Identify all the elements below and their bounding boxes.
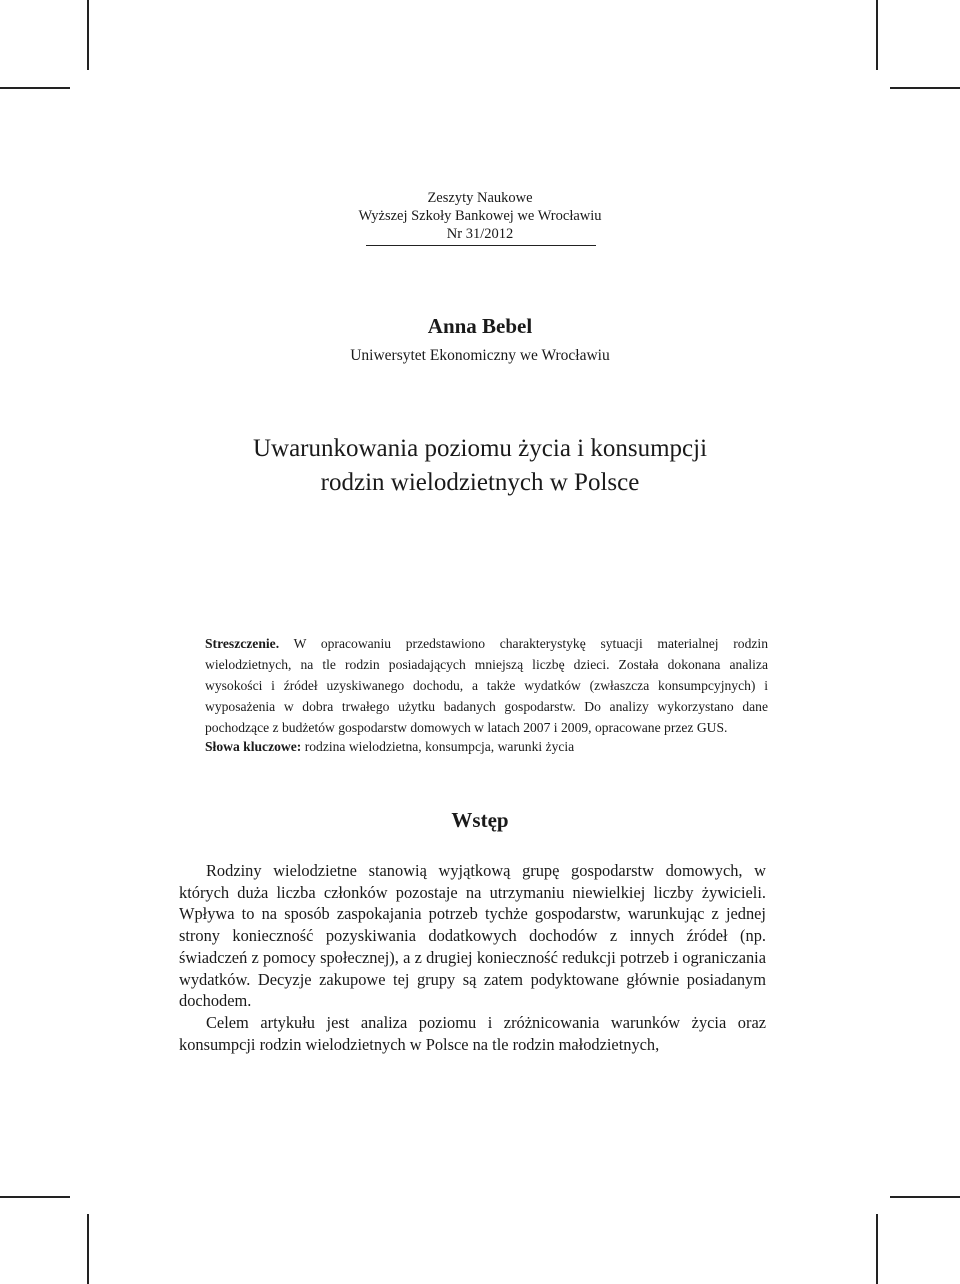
abstract-label: Streszczenie. [205,636,280,651]
journal-name: Zeszyty Naukowe [427,190,533,206]
body-paragraph-1: Rodziny wielodzietne stanowią wyjątkową grupę gospodarstw domowych, w których duża liczba członków pozostaje na utrzymaniu niewielkiej liczby żywicieli. Wpływa to na sposób zaspokajania potrzeb tychże gospodarstw, warunkując z jednej strony konieczność pozyskiwania dodatkowych dochodów z innych źródeł (np. świadczeń z pomocy społecznej), a z drugiej konieczność redukcji potrzeb i ograniczania wydatków. Decyzje zakupowe tej grupy są zatem podyktowane głównie posiadanym dochodem. [179,861,766,1011]
abstract-text: W opracowaniu przedstawiono charakterystykę sytuacji materialnej rodzin wielodzietnych, na tle rodzin posiadających mniejszą liczbę dzieci. Została dokonana analiza wysokości i źródeł uzyskiwanego dochodu, a także wydatków (zwłaszcza konsumpcyjnych) i wyposażenia w dobra trwałego użytku badanych gospodarstw. Do analizy wykorzystano dane pochodzące z budżetów gospodarstw domowych w latach 2007 i 2009, opracowane przez GUS. [205,636,768,735]
crop-mark-left-bottom [0,1196,70,1198]
crop-mark-right-bottom [890,1196,960,1198]
abstract [205,633,768,738]
keywords [205,736,768,757]
body-paragraph-2: Celem artykułu jest analiza poziomu i zróżnicowania warunków życia oraz konsumpcji rodzin wielodzietnych w Polsce na tle rodzin małodzietnych, [179,1012,766,1054]
article-title [0,432,960,500]
section-heading: Wstęp [451,808,509,832]
crop-mark-left-top [0,87,70,89]
keywords-text: rodzina wielodzietna, konsumpcja, warunki życia [304,739,575,754]
author-affiliation: Uniwersytet Ekonomiczny we Wrocławiu [350,347,610,364]
crop-mark-top-left [87,0,89,70]
journal-rule [366,245,596,246]
section-body [179,860,766,1055]
crop-mark-bottom-right [876,1214,878,1284]
title-line-1: Uwarunkowania poziomu życia i konsumpcji [252,435,708,462]
crop-mark-right-top [890,87,960,89]
title-line-2: rodzin wielodzietnych w Polsce [320,469,640,496]
keywords-label: Słowa kluczowe: [205,739,302,754]
author-name: Anna Bebel [427,314,533,338]
crop-mark-top-right [876,0,878,70]
journal-issue: Nr 31/2012 [446,226,514,242]
journal-header [300,189,660,243]
journal-publisher: Wyższej Szkoły Bankowej we Wrocławiu [358,208,602,224]
crop-mark-bottom-left [87,1214,89,1284]
